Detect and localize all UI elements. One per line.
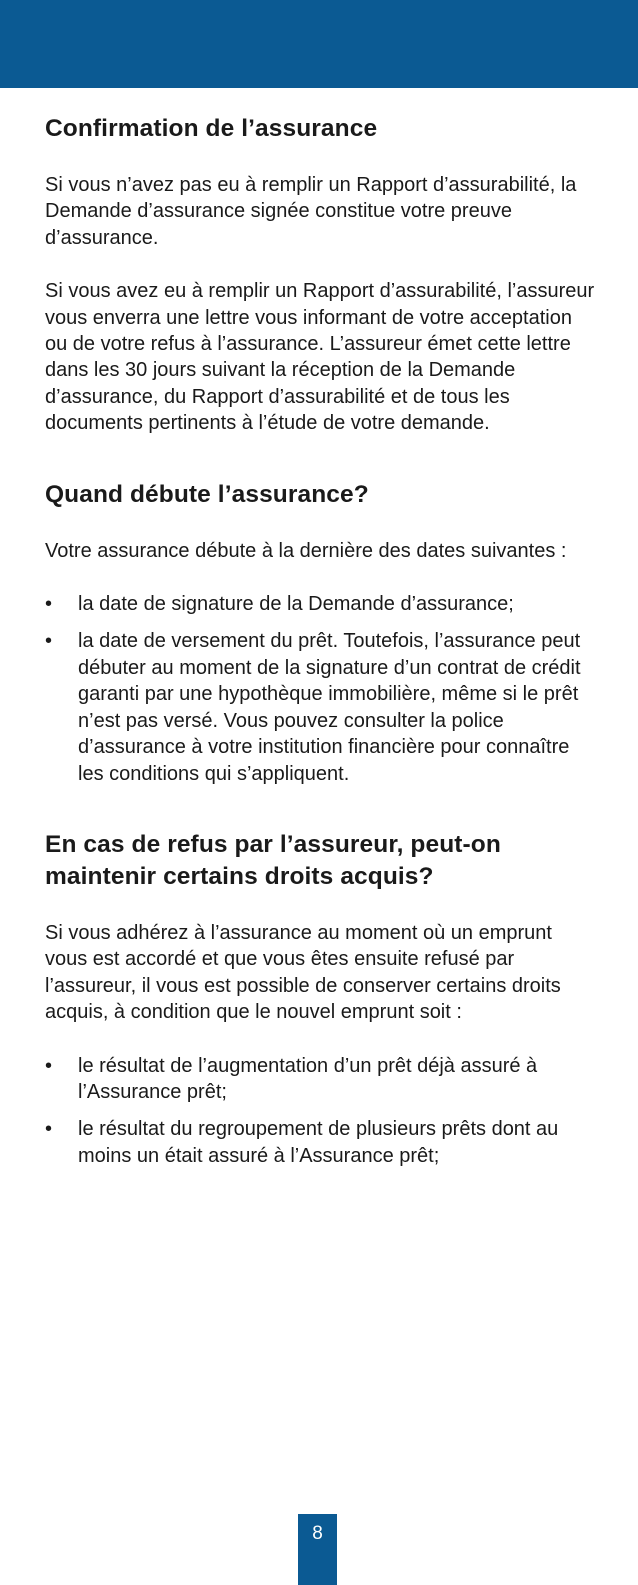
list-item-text: le résultat du regroupement de plusieurs prêts dont au moins un était assuré à l’Assurance prêt; bbox=[78, 1118, 559, 1167]
bullet-list bbox=[45, 1053, 595, 1170]
paragraph: Si vous n’avez pas eu à remplir un Rapport d’assurabilité, la Demande d’assurance signée constitue votre preuve d’assurance. bbox=[45, 174, 577, 249]
paragraph: Votre assurance débute à la dernière des dates suivantes : bbox=[45, 539, 567, 562]
page-number: 8 bbox=[312, 1523, 323, 1544]
document-body bbox=[45, 113, 595, 1180]
list-item bbox=[45, 591, 595, 617]
paragraph: Si vous adhérez à l’assurance au moment où un emprunt vous est accordé et que vous êtes ensuite refusé par l’assureur, il vous est possible de conserver certains droits acquis, à condition que le nouvel emprunt soit : bbox=[45, 921, 561, 1024]
section-refusal-rights bbox=[45, 829, 595, 1169]
section-heading: Confirmation de l’assurance bbox=[45, 115, 378, 142]
header-band bbox=[0, 0, 638, 88]
list-item bbox=[45, 628, 595, 786]
list-item-text: le résultat de l’augmentation d’un prêt déjà assuré à l’Assurance prêt; bbox=[78, 1054, 538, 1103]
list-item-text: la date de versement du prêt. Toutefois, l’assurance peut débuter au moment de la signature d’un contrat de crédit garanti par une hypothèque immobilière, même si le prêt n’est pas versé. Vous pouvez consulter la police d’assurance à votre institution financière pour connaître les conditions qui s’appliquent. bbox=[78, 630, 581, 785]
page-number-badge bbox=[298, 1514, 337, 1585]
bullet-icon: • bbox=[45, 593, 53, 616]
section-start-date bbox=[45, 479, 595, 787]
section-confirmation bbox=[45, 113, 595, 437]
bullet-icon: • bbox=[45, 1054, 53, 1077]
list-item-text: la date de signature de la Demande d’assurance; bbox=[78, 593, 514, 616]
section-heading: Quand débute l’assurance? bbox=[45, 480, 369, 508]
list-item bbox=[45, 1053, 595, 1106]
paragraph: Si vous avez eu à remplir un Rapport d’assurabilité, l’assureur vous enverra une lettre vous informant de votre acceptation ou de votre refus à l’assurance. L’assureur émet cette lettre dans les 30 jours suivant la réception de la Demande d’assurance, du Rapport d’assurabilité et de tous les documents pertinents à l’étude de votre demande. bbox=[45, 280, 595, 435]
section-heading: En cas de refus par l’assureur, peut-on maintenir certains droits acquis? bbox=[45, 830, 501, 890]
bullet-icon: • bbox=[45, 630, 53, 653]
list-item bbox=[45, 1116, 595, 1169]
bullet-list bbox=[45, 591, 595, 787]
bullet-icon: • bbox=[45, 1118, 53, 1141]
